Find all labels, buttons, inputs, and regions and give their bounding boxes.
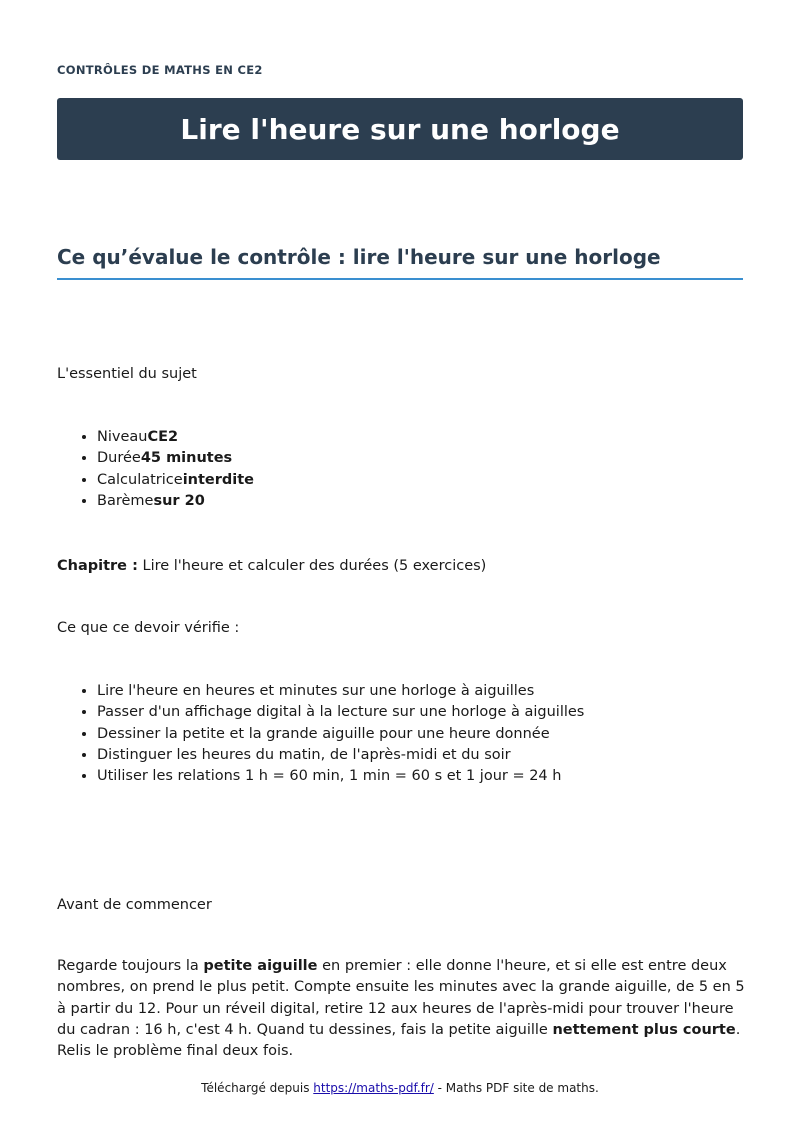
chapter-label: Chapitre :: [57, 558, 138, 574]
kicker-label: CONTRÔLES DE MATHS EN CE2: [57, 63, 263, 77]
list-item: • Passer d'un affichage digital à la lecture sur une horloge à aiguilles: [97, 702, 584, 723]
list-item: • NiveauCE2: [97, 427, 254, 448]
chapter-text: Lire l'heure et calculer des durées (5 exercices): [142, 558, 487, 574]
list-item: • Lire l'heure en heures et minutes sur une horloge à aiguilles: [97, 681, 584, 702]
list-item: • Utiliser les relations 1 h = 60 min, 1 min = 60 s et 1 jour = 24 h: [97, 766, 584, 787]
list-item: • Durée45 minutes: [97, 448, 254, 469]
list-item: • Dessiner la petite et la grande aiguille pour une heure donnée: [97, 724, 584, 745]
essentials-heading: L'essentiel du sujet: [57, 366, 197, 382]
essentials-list: [57, 427, 254, 512]
checks-heading: Ce que ce devoir vérifie :: [57, 620, 240, 636]
before-heading: Avant de commencer: [57, 897, 212, 913]
list-item: • Barèmesur 20: [97, 491, 254, 512]
chapter-line: [57, 556, 486, 577]
list-item: • Distinguer les heures du matin, de l'après-midi et du soir: [97, 745, 584, 766]
checks-list: [57, 681, 584, 787]
section-heading: Ce qu’évalue le contrôle : lire l'heure sur une horloge: [57, 245, 743, 280]
list-item: • Calculatriceinterdite: [97, 470, 254, 491]
title-banner: [57, 98, 743, 160]
footer: Téléchargé depuis https://maths-pdf.fr/ - Maths PDF site de maths.: [201, 1081, 599, 1095]
advice-paragraph: Regarde toujours la petite aiguille en premier : elle donne l'heure, et si elle est entre deux nombres, on prend le plus petit. Compte ensuite les minutes avec la grande aiguille, de 5 en 5 à partir du 12. Pour un réveil digital, retire 12 aux heures de l'après-midi pour trouver l'heure du cadran : 16 h, c'est 4 h. Quand tu dessines, fais la petite aiguille nettement plus courte. Relis le problème final deux fois.: [57, 958, 745, 1060]
page-title: Lire l'heure sur une horloge: [180, 112, 620, 146]
source-link[interactable]: https://maths-pdf.fr/: [313, 1081, 434, 1095]
